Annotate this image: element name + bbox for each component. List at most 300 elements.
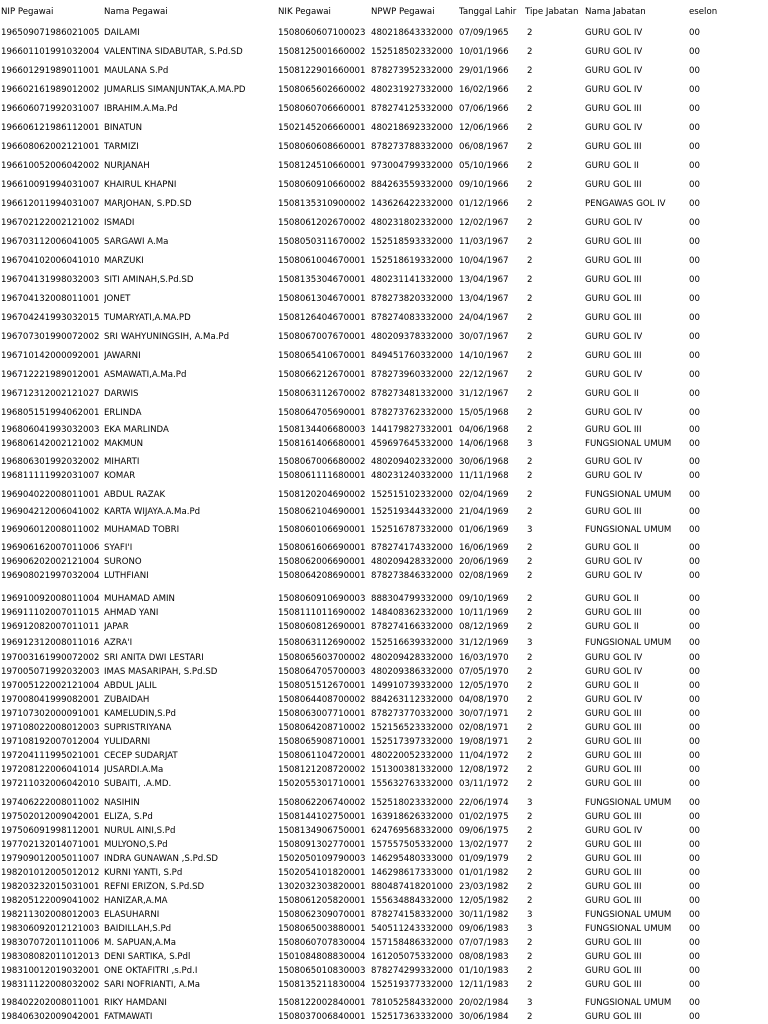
cell-nama: MAKMUN [104,439,144,449]
cell-eselon: 00 [689,490,700,500]
cell-eselon: 00 [689,938,700,948]
cell-eselon: 00 [689,370,700,380]
table-row [0,179,768,191]
cell-nik: 1508050311670002 [278,237,366,247]
cell-npwp: 480220052332000 [371,751,454,761]
cell-nama-jabatan: GURU GOL III [585,104,642,114]
cell-nik: 1508135211830004 [278,980,366,990]
cell-nip: 197208122006041014 [1,765,100,775]
cell-nama: ABDUL JALIL [104,681,157,691]
cell-nama: HANIZAR,A.MA [104,896,168,906]
cell-nik: 1508061111680001 [278,471,366,481]
table-row [0,736,768,748]
table-row [0,607,768,619]
table-row [0,217,768,229]
cell-eselon: 00 [689,998,700,1008]
cell-nama: SARGAWI A.Ma [104,237,169,247]
table-row [0,1011,768,1023]
cell-nama-jabatan: GURU GOL III [585,142,642,152]
cell-nama: JAPAR [104,622,129,632]
cell-npwp: 480209428332000 [371,557,454,567]
cell-eselon: 00 [689,966,700,976]
cell-eselon: 00 [689,798,700,808]
cell-tipe-jabatan: 2 [527,695,533,705]
table-row [0,556,768,568]
table-row [0,909,768,921]
cell-nik: 1508060608660001 [278,142,366,152]
cell-nama: ELASUHARNI [104,910,160,920]
cell-nama-jabatan: GURU GOL IV [585,332,643,342]
cell-nik: 1508144102750001 [278,812,366,822]
cell-npwp: 878274158332000 [371,910,454,920]
cell-eselon: 00 [689,332,700,342]
cell-nama-jabatan: FUNGSIONAL UMUM [585,910,672,920]
cell-nip: 196704102006041010 [1,256,100,266]
cell-eselon: 00 [689,47,700,57]
cell-tipe-jabatan: 2 [527,85,533,95]
cell-eselon: 00 [689,457,700,467]
cell-tipe-jabatan: 3 [527,638,533,648]
cell-tipe-jabatan: 2 [527,854,533,864]
cell-nama-jabatan: GURU GOL III [585,966,642,976]
cell-tipe-jabatan: 3 [527,924,533,934]
cell-eselon: 00 [689,854,700,864]
cell-nama-jabatan: GURU GOL IV [585,123,643,133]
cell-nik: 1508062006690001 [278,557,366,567]
cell-nik: 1508063112690002 [278,638,366,648]
cell-nip: 196509071986021005 [1,28,100,38]
table-row [0,470,768,482]
cell-npwp: 152519344332000 [371,507,454,517]
cell-npwp: 459697645332000 [371,439,454,449]
cell-tanggal-lahir: 09/06/1983 [459,924,509,934]
table-row [0,438,768,450]
cell-nama-jabatan: GURU GOL III [585,275,642,285]
table-row [0,103,768,115]
cell-tipe-jabatan: 2 [527,681,533,691]
cell-nip: 196908021997032004 [1,571,100,581]
cell-nip: 196906202002121004 [1,557,100,567]
table-row [0,621,768,633]
cell-nama: MARJOHAN, S.PD.SD [104,199,192,209]
cell-tanggal-lahir: 20/02/1984 [459,998,509,1008]
cell-npwp: 480231240332000 [371,471,454,481]
cell-nip: 198205122009041002 [1,896,100,906]
cell-eselon: 00 [689,638,700,648]
cell-nama: TUMARYATI,A.MA.PD [104,313,191,323]
cell-npwp: 884263559332000 [371,180,454,190]
table-row [0,923,768,935]
cell-tipe-jabatan: 2 [527,571,533,581]
cell-nama-jabatan: GURU GOL IV [585,457,643,467]
cell-nama: SARI NOFRIANTI, A.Ma [104,980,201,990]
cell-tanggal-lahir: 19/08/1971 [459,737,509,747]
table-row [0,255,768,267]
cell-nama: MUHAMAD AMIN [104,594,175,604]
cell-tipe-jabatan: 2 [527,408,533,418]
cell-nama-jabatan: GURU GOL IV [585,47,643,57]
cell-nik: 1508063112670002 [278,389,366,399]
cell-nama: NASIHIN [104,798,140,808]
cell-nama-jabatan: PENGAWAS GOL IV [585,199,666,209]
cell-nama: M. SAPUAN,A.Ma [104,938,177,948]
cell-tanggal-lahir: 23/03/1982 [459,882,509,892]
cell-npwp: 155634884332000 [371,896,454,906]
cell-nama: ABDUL RAZAK [104,490,166,500]
cell-npwp: 849451760332000 [371,351,454,361]
cell-nama-jabatan: GURU GOL III [585,608,642,618]
cell-nama-jabatan: GURU GOL III [585,507,642,517]
cell-nip: 196703112006041005 [1,237,100,247]
cell-nip: 197506091998112001 [1,826,100,836]
cell-nama-jabatan: GURU GOL III [585,180,642,190]
cell-eselon: 00 [689,882,700,892]
cell-nama-jabatan: GURU GOL IV [585,218,643,228]
cell-npwp: 878273960332000 [371,370,454,380]
cell-nip: 197406222008011002 [1,798,100,808]
cell-tipe-jabatan: 2 [527,457,533,467]
cell-nama-jabatan: GURU GOL III [585,751,642,761]
cell-tanggal-lahir: 10/04/1967 [459,256,509,266]
cell-tipe-jabatan: 2 [527,622,533,632]
table-row [0,797,768,809]
cell-nip: 196606071992031007 [1,104,100,114]
cell-nama: KURNI YANTI, S.Pd [104,868,183,878]
cell-nik: 1508064705690001 [278,408,366,418]
cell-nik: 1508062309070001 [278,910,366,920]
cell-nip: 198211302008012003 [1,910,100,920]
cell-nama: IMAS MASARIPAH, S.Pd.SD [104,667,218,677]
cell-eselon: 00 [689,66,700,76]
cell-nama-jabatan: GURU GOL III [585,294,642,304]
cell-npwp: 144179827332001 [371,425,454,435]
cell-nama-jabatan: GURU GOL II [585,681,639,691]
cell-nip: 196912312008011016 [1,638,100,648]
cell-nip: 196904212006041002 [1,507,100,517]
cell-npwp: 161205075332000 [371,952,454,962]
cell-nik: 1508060910690003 [278,594,366,604]
table-row [0,867,768,879]
cell-nik: 1508051512670001 [278,681,366,691]
cell-tanggal-lahir: 30/06/1968 [459,457,509,467]
cell-eselon: 00 [689,594,700,604]
cell-npwp: 149910739332000 [371,681,454,691]
cell-nama-jabatan: GURU GOL IV [585,28,643,38]
cell-eselon: 00 [689,507,700,517]
cell-tipe-jabatan: 2 [527,812,533,822]
cell-eselon: 00 [689,910,700,920]
cell-nama-jabatan: GURU GOL IV [585,408,643,418]
cell-nama: ELIZA, S.Pd [104,812,153,822]
cell-tanggal-lahir: 31/12/1969 [459,638,509,648]
cell-tipe-jabatan: 2 [527,543,533,553]
cell-nip: 196704131998032003 [1,275,100,285]
cell-eselon: 00 [689,826,700,836]
cell-npwp: 624769568332000 [371,826,454,836]
cell-nik: 1508066212670001 [278,370,366,380]
cell-eselon: 00 [689,408,700,418]
cell-nip: 196712312002121027 [1,389,100,399]
cell-tipe-jabatan: 2 [527,779,533,789]
cell-tipe-jabatan: 2 [527,180,533,190]
cell-eselon: 00 [689,765,700,775]
cell-npwp: 152516787332000 [371,525,454,535]
cell-nama: EKA MARLINDA [104,425,169,435]
cell-nama: MUHAMAD TOBRI [104,525,180,535]
header-nik: NIK Pegawai [278,7,331,17]
cell-eselon: 00 [689,608,700,618]
table-row [0,27,768,39]
cell-nip: 197005071992032003 [1,667,100,677]
cell-npwp: 878274174332000 [371,543,454,553]
cell-nama: MARZUKI [104,256,144,266]
cell-nama: RIKY HAMDANI [104,998,167,1008]
cell-nama-jabatan: GURU GOL III [585,709,642,719]
cell-tanggal-lahir: 16/02/1966 [459,85,509,95]
cell-tanggal-lahir: 09/10/1966 [459,180,509,190]
header-row [0,6,768,18]
cell-npwp: 152517397332000 [371,737,454,747]
cell-eselon: 00 [689,840,700,850]
cell-nik: 1508122002840001 [278,998,366,1008]
table-row [0,680,768,692]
cell-tanggal-lahir: 12/08/1972 [459,765,509,775]
cell-nama-jabatan: GURU GOL IV [585,85,643,95]
cell-npwp: 480231927332000 [371,85,454,95]
cell-tanggal-lahir: 02/04/1969 [459,490,509,500]
cell-tanggal-lahir: 04/06/1968 [459,425,509,435]
cell-nip: 198310012019032001 [1,966,100,976]
cell-tipe-jabatan: 2 [527,557,533,567]
cell-nik: 1502050109790003 [278,854,366,864]
cell-tipe-jabatan: 2 [527,199,533,209]
cell-nik: 1508124510660001 [278,161,366,171]
cell-npwp: 878274299332000 [371,966,454,976]
cell-nip: 198402202008011001 [1,998,100,1008]
cell-nama-jabatan: GURU GOL III [585,765,642,775]
cell-eselon: 00 [689,723,700,733]
cell-nik: 1508061606690001 [278,543,366,553]
cell-eselon: 00 [689,557,700,567]
cell-tanggal-lahir: 03/11/1972 [459,779,509,789]
cell-nip: 198308082011012013 [1,952,100,962]
cell-nik: 1508060607100023 [278,28,366,38]
cell-nik: 1508134406680003 [278,425,366,435]
cell-npwp: 480209386332000 [371,667,454,677]
cell-nama: DAILAMI [104,28,140,38]
cell-nama: KOMAR [104,471,136,481]
cell-nik: 1508065602660002 [278,85,366,95]
cell-nip: 196704241993032015 [1,313,100,323]
cell-tanggal-lahir: 10/11/1969 [459,608,509,618]
cell-nama: SYAFI'I [104,543,133,553]
cell-tipe-jabatan: 2 [527,389,533,399]
cell-eselon: 00 [689,622,700,632]
cell-npwp: 152518502332000 [371,47,454,57]
cell-eselon: 00 [689,471,700,481]
cell-nama: SUBAITI, .A.MD. [104,779,172,789]
cell-tanggal-lahir: 10/01/1966 [459,47,509,57]
table-row [0,542,768,554]
cell-nama: SRI WAHYUNINGSIH, A.Ma.Pd [104,332,230,342]
cell-nip: 197107302000091001 [1,709,100,719]
cell-eselon: 00 [689,751,700,761]
cell-tipe-jabatan: 2 [527,667,533,677]
cell-tipe-jabatan: 2 [527,218,533,228]
cell-tanggal-lahir: 07/05/1970 [459,667,509,677]
cell-tanggal-lahir: 22/06/1974 [459,798,509,808]
cell-npwp: 480209428332000 [371,653,454,663]
cell-nama-jabatan: GURU GOL II [585,543,639,553]
cell-npwp: 146298617333000 [371,868,454,878]
cell-nik: 1508064208710002 [278,723,366,733]
cell-eselon: 00 [689,180,700,190]
cell-nama: BAIDILLAH,S.Pd [104,924,172,934]
cell-nama-jabatan: GURU GOL IV [585,667,643,677]
cell-nik: 1508122901660001 [278,66,366,76]
cell-nik: 1508060106690001 [278,525,366,535]
cell-nip: 196612011994031007 [1,199,100,209]
cell-npwp: 878274166332000 [371,622,454,632]
cell-nama: JUMARLIS SIMANJUNTAK,A.MA.PD [104,85,246,95]
header-nama-jabatan: Nama Jabatan [585,7,646,17]
cell-eselon: 00 [689,218,700,228]
cell-nik: 1508061205820001 [278,896,366,906]
cell-tipe-jabatan: 3 [527,798,533,808]
table-row [0,570,768,582]
cell-tipe-jabatan: 2 [527,952,533,962]
cell-tanggal-lahir: 05/10/1966 [459,161,509,171]
cell-nik: 1502145206660001 [278,123,366,133]
table-row [0,825,768,837]
cell-nip: 196906012008011002 [1,525,100,535]
cell-tipe-jabatan: 2 [527,47,533,57]
cell-npwp: 480218692332000 [371,123,454,133]
cell-eselon: 00 [689,812,700,822]
table-row [0,312,768,324]
header-eselon: eselon [689,7,718,17]
cell-nip: 196601291989011001 [1,66,100,76]
header-npwp: NPWP Pegawai [371,7,435,17]
cell-nama-jabatan: GURU GOL IV [585,66,643,76]
cell-nik: 1508065010830003 [278,966,366,976]
cell-nama-jabatan: GURU GOL III [585,723,642,733]
table-row [0,937,768,949]
cell-nama: INDRA GUNAWAN ,S.Pd.SD [104,854,219,864]
cell-tanggal-lahir: 30/07/1971 [459,709,509,719]
cell-nip: 197909012005011007 [1,854,100,864]
cell-tipe-jabatan: 2 [527,507,533,517]
cell-nama-jabatan: GURU GOL III [585,854,642,864]
cell-nama: CECEP SUDARJAT [104,751,178,761]
table-row [0,881,768,893]
cell-tipe-jabatan: 3 [527,439,533,449]
cell-nip: 198311122008032002 [1,980,100,990]
cell-eselon: 00 [689,28,700,38]
cell-nip: 196610052006042002 [1,161,100,171]
cell-nama-jabatan: GURU GOL III [585,313,642,323]
cell-nama-jabatan: GURU GOL III [585,980,642,990]
cell-tipe-jabatan: 2 [527,256,533,266]
cell-tipe-jabatan: 2 [527,826,533,836]
cell-eselon: 00 [689,313,700,323]
table-row [0,951,768,963]
table-row [0,331,768,343]
cell-nama-jabatan: GURU GOL III [585,896,642,906]
header-tanggal-lahir: Tanggal Lahir [459,7,517,17]
cell-nama: TARMIZI [104,142,139,152]
cell-tipe-jabatan: 2 [527,351,533,361]
cell-npwp: 878273481332000 [371,389,454,399]
cell-nip: 196707301990072002 [1,332,100,342]
cell-tipe-jabatan: 2 [527,594,533,604]
cell-nama: ISMADI [104,218,135,228]
cell-nama: JUSARDI.A.Ma [104,765,164,775]
cell-nip: 196702122002121002 [1,218,100,228]
cell-nip: 198203232015031001 [1,882,100,892]
cell-eselon: 00 [689,952,700,962]
table-row [0,122,768,134]
table-row [0,853,768,865]
table-row [0,764,768,776]
cell-nama: ASMAWATI,A.Ma.Pd [104,370,187,380]
cell-npwp: 878273762332000 [371,408,454,418]
table-row [0,965,768,977]
cell-tanggal-lahir: 09/06/1975 [459,826,509,836]
cell-tanggal-lahir: 13/02/1977 [459,840,509,850]
cell-tanggal-lahir: 24/04/1967 [459,313,509,323]
cell-nama-jabatan: GURU GOL IV [585,557,643,567]
cell-tipe-jabatan: 2 [527,332,533,342]
cell-tipe-jabatan: 2 [527,723,533,733]
cell-nama-jabatan: GURU GOL IV [585,471,643,481]
cell-tanggal-lahir: 13/04/1967 [459,275,509,285]
cell-nik: 1502055301710001 [278,779,366,789]
cell-npwp: 888304799332000 [371,594,454,604]
cell-npwp: 152519377332000 [371,980,454,990]
cell-nama: YULIDARNI [104,737,151,747]
cell-tanggal-lahir: 11/11/1968 [459,471,509,481]
cell-tanggal-lahir: 11/04/1972 [459,751,509,761]
cell-tanggal-lahir: 30/07/1967 [459,332,509,342]
cell-nama-jabatan: GURU GOL IV [585,826,643,836]
cell-nik: 1508134906750001 [278,826,366,836]
cell-tanggal-lahir: 07/06/1966 [459,104,509,114]
cell-nama: ERLINDA [104,408,142,418]
cell-npwp: 146295480333000 [371,854,454,864]
cell-tanggal-lahir: 30/06/1984 [459,1012,509,1022]
cell-tipe-jabatan: 2 [527,425,533,435]
table-row [0,456,768,468]
cell-npwp: 480209378332000 [371,332,454,342]
table-row [0,722,768,734]
cell-nik: 1508125001660002 [278,47,366,57]
cell-tipe-jabatan: 2 [527,868,533,878]
cell-npwp: 973004799332000 [371,161,454,171]
cell-eselon: 00 [689,275,700,285]
cell-nik: 1508135310900002 [278,199,366,209]
cell-nip: 196911102007011015 [1,608,100,618]
cell-nama-jabatan: FUNGSIONAL UMUM [585,439,672,449]
cell-nik: 1508126404670001 [278,313,366,323]
cell-eselon: 00 [689,389,700,399]
cell-nip: 197108022008012003 [1,723,100,733]
cell-npwp: 781052584332000 [371,998,454,1008]
cell-nik: 1508060707830004 [278,938,366,948]
cell-npwp: 878273820332000 [371,294,454,304]
cell-tanggal-lahir: 13/04/1967 [459,294,509,304]
cell-nik: 1508120204690002 [278,490,366,500]
